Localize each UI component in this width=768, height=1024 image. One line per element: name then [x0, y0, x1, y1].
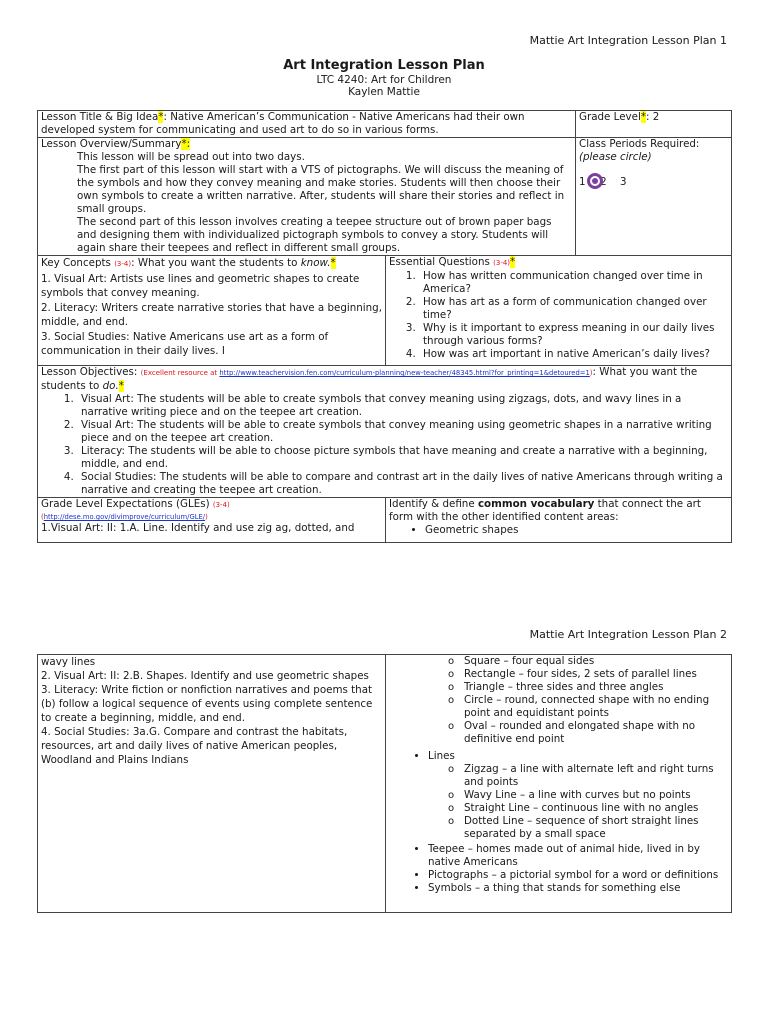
- vocabulary-cell: Identify & define common vocabulary that connect the art form with the other identified content areas: • Geometric shapes: [386, 498, 732, 543]
- list-item: • Geometric shapes: [425, 524, 728, 537]
- page-header: Mattie Art Integration Lesson Plan 2: [529, 628, 727, 641]
- essential-questions-list: [389, 270, 728, 361]
- key-concept-item: 3. Social Studies: Native Americans use art as a form of communication in their daily lives. I: [41, 330, 329, 357]
- list-item: 2. Visual Art: The students will be able to create symbols that convey meaning using geometric shapes in a narrative writing piece and on the teepee art creation.: [77, 419, 728, 445]
- gle-item: 4. Social Studies: 3a.G. Compare and contrast the habitats, resources, art and daily lives of native American peoples, Woodland and Plains Indians: [41, 726, 348, 766]
- class-periods-cell: Class Periods Required: (please circle) 1 2 3: [576, 138, 732, 256]
- overview-p3: The second part of this lesson involves creating a teepee structure out of brown paper bags and designing them with individualized pictograph symbols to convey a story. Students will again share their teepees and reflect in different small groups.: [77, 216, 552, 254]
- list-item: o Square – four equal sides: [464, 655, 728, 668]
- list-item: 4. Social Studies: The students will be able to compare and contrast art in the daily lives of native Americans through writing a narrative and creating the teepee art creation.: [77, 471, 728, 497]
- gle-item: wavy lines: [41, 656, 96, 668]
- key-concept-item: 2. Literacy: Writers create narrative stories that have a beginning, middle, and end.: [41, 301, 382, 328]
- required-star: *: [158, 111, 164, 123]
- lesson-plan-table-page2: [37, 654, 732, 913]
- gles-cell: Grade Level Expectations (GLEs) (3-4) (http://dese.mo.gov/divimprove/curriculum/GLE/) 1.Visual Art: II: 1.A. Line. Identify and use zig ag, dotted, and: [38, 498, 386, 543]
- shapes-list: [389, 655, 728, 746]
- period-options: [579, 173, 728, 189]
- list-item: • Teepee – homes made out of animal hide, lived in by native Americans: [428, 843, 728, 869]
- overview-p2: The first part of this lesson will start with a VTS of pictographs. We will discuss the meaning of the symbols and how they convey meaning and make stories. Students will then choose their own symbols to create a written narrative. After, students will share their stories and reflect in small groups.: [77, 164, 565, 215]
- list-item: 3. Why is it important to express meaning in our daily lives through various forms?: [419, 322, 728, 348]
- list-item: o Circle – round, connected shape with no ending point and equidistant points: [464, 694, 728, 720]
- list-item: o Zigzag – a line with alternate left and right turns and points: [464, 763, 728, 789]
- required-star: *: [330, 257, 336, 269]
- required-star: *: [640, 111, 647, 123]
- list-item: • Lines o Zigzag – a line with alternate left and right turns and points o Wavy Line – a line with curves but no points o Straight Line – continuous line with no angles o Dotted Line – sequence of short straight lines separated by a small space: [428, 750, 728, 841]
- title-block: [0, 57, 768, 98]
- list-item: o Straight Line – continuous line with no angles: [464, 802, 728, 815]
- list-item: o Triangle – three sides and three angles: [464, 681, 728, 694]
- page-header: Mattie Art Integration Lesson Plan 1: [529, 34, 727, 47]
- objectives-cell: Lesson Objectives: (Excellent resource at http://www.teachervision.fen.com/curriculum-planning/new-teacher/48345.html?for_printing=1&detoured=1): What you want the students to do.* 1. Visual Art: The students will be able to create symbols that convey meaning using zigzags, dots, and wavy lines in a narrative writing piece and on the teepee art creation. 2. Visual Art: The students will be able to create symbols that convey meaning using geometric shapes in a narrative writing piece and on the teepee art creation. 3. Literacy: The students will be able to choose picture symbols that have meaning and create a narrative with a beginning, middle, and end. 4. Social Studies: The students will be able to compare and contrast art in the daily lives of native Americans through writing a narrative and creating the teepee art creation.: [38, 366, 732, 498]
- vocabulary-list: [389, 524, 728, 537]
- list-item: 4. How was art important in native American’s daily lives?: [419, 348, 728, 361]
- objectives-list: [41, 393, 728, 497]
- document-title: Art Integration Lesson Plan: [283, 58, 485, 73]
- list-item: o Wavy Line – a line with curves but no points: [464, 789, 728, 802]
- overview-p1: This lesson will be spread out into two days.: [77, 151, 305, 163]
- list-item: 2. How has art as a form of communication changed over time?: [419, 296, 728, 322]
- gle-item: 2. Visual Art: II: 2.B. Shapes. Identify and use geometric shapes: [41, 670, 369, 682]
- grade-level-cell: Grade Level*: 2: [576, 111, 732, 138]
- period-option-1[interactable]: 1: [579, 176, 586, 188]
- lesson-plan-table-page1: [37, 110, 732, 543]
- overview-cell: Lesson Overview/Summary*: This lesson will be spread out into two days. The first part of this lesson will start with a VTS of pictographs. We will discuss the meaning of the symbols and how they convey meaning and make stories. Students will then choose their own symbols to create a written narrative. After, students will share their stories and reflect in small groups. The second part of this lesson involves creating a teepee structure out of brown paper bags and designing them with individualized pictograph symbols to convey a story. Students will again share their teepees and reflect in different small groups.: [38, 138, 576, 256]
- gle-link[interactable]: http://dese.mo.gov/divimprove/curriculum/GLE/: [43, 513, 206, 521]
- list-item: 1. Visual Art: The students will be able to create symbols that convey meaning using zigzags, dots, and wavy lines in a narrative writing piece and on the teepee art creation.: [77, 393, 728, 419]
- author-name: Kaylen Mattie: [348, 86, 420, 98]
- gle-item: 1.Visual Art: II: 1.A. Line. Identify and use zig ag, dotted, and: [41, 522, 355, 534]
- course-name: LTC 4240: Art for Children: [316, 74, 452, 86]
- list-item: o Dotted Line – sequence of short straight lines separated by a small space: [464, 815, 728, 841]
- list-item: • Symbols – a thing that stands for something else: [428, 882, 728, 895]
- resource-link[interactable]: http://www.teachervision.fen.com/curriculum-planning/new-teacher/48345.html?for_printing=1&detoured=1: [219, 369, 590, 377]
- required-star: *: [510, 256, 516, 268]
- gles-continued-cell: [38, 655, 386, 913]
- lesson-title-cell: Lesson Title & Big Idea*: Native American’s Communication - Native Americans had their own developed system for communicating and used art to do so in various forms.: [38, 111, 576, 138]
- key-concepts-cell: Key Concepts (3-4): What you want the students to know.* 1. Visual Art: Artists use lines and geometric shapes to create symbols that convey meaning. 2. Literacy: Writers create narrative stories that have a beginning, middle, and end. 3. Social Studies: Native Americans use art as a form of communication in their daily lives. I: [38, 256, 386, 366]
- list-item: 1. How has written communication changed over time in America?: [419, 270, 728, 296]
- list-item: o Rectangle – four sides, 2 sets of parallel lines: [464, 668, 728, 681]
- circle-mark-icon: [587, 173, 603, 189]
- required-star: *:: [181, 138, 191, 150]
- lines-list: [389, 750, 728, 895]
- vocabulary-continued-cell: [386, 655, 732, 913]
- list-item: • Pictographs – a pictorial symbol for a word or definitions: [428, 869, 728, 882]
- list-item: 3. Literacy: The students will be able to choose picture symbols that have meaning and create a narrative with a beginning, middle, and end.: [77, 445, 728, 471]
- key-concept-item: 1. Visual Art: Artists use lines and geometric shapes to create symbols that convey meaning.: [41, 272, 360, 299]
- essential-questions-cell: Essential Questions (3-4)* 1. How has written communication changed over time in America? 2. How has art as a form of communication changed over time? 3. Why is it important to express meaning in our daily lives through various forms? 4. How was art important in native American’s daily lives?: [386, 256, 732, 366]
- period-option-3[interactable]: 3: [619, 176, 627, 188]
- required-star: *: [118, 380, 124, 392]
- gle-item: 3. Literacy: Write fiction or nonfiction narratives and poems that (b) follow a logical sequence of events using complete sentence to create a beginning, middle, and end.: [41, 684, 373, 724]
- period-option-2[interactable]: 2: [600, 176, 607, 188]
- list-item: o Oval – rounded and elongated shape with no definitive end point: [464, 720, 728, 746]
